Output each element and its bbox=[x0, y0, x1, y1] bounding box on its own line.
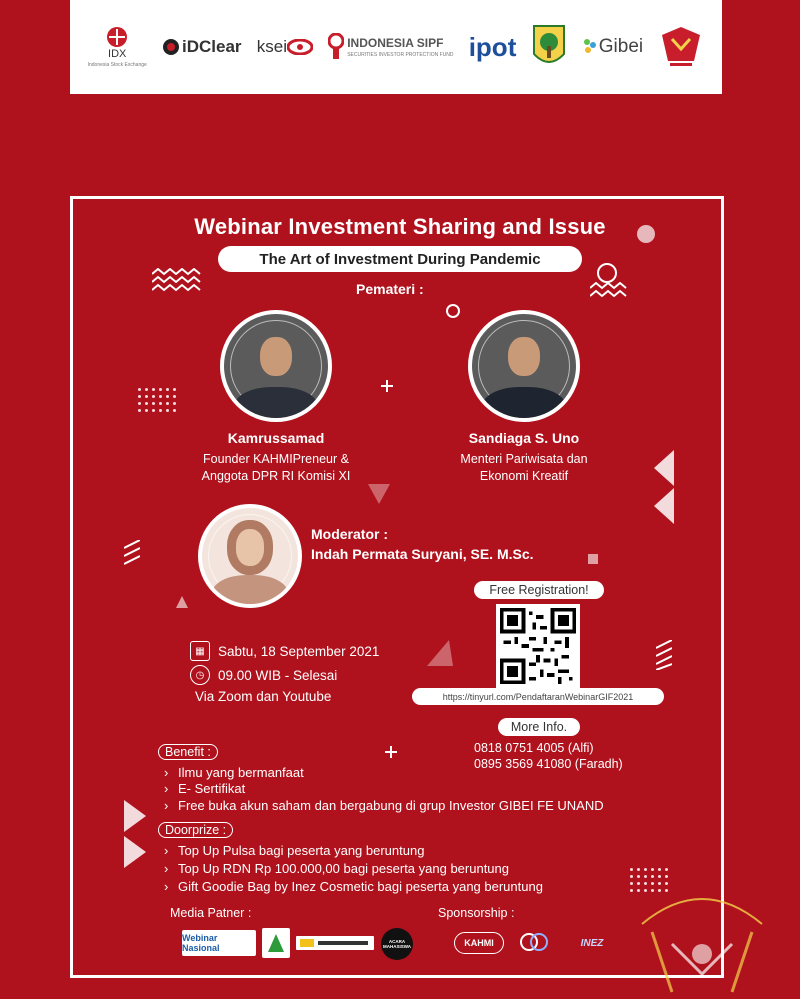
clock-icon: ◷ bbox=[190, 665, 210, 685]
gibei-fe-unand-logo bbox=[658, 23, 704, 71]
doorprize-label: Doorprize : bbox=[158, 822, 233, 838]
moderator-name: Indah Permata Suryani, SE. M.Sc. bbox=[311, 546, 534, 562]
free-registration-label: Free Registration! bbox=[474, 581, 604, 599]
media-partner-logo bbox=[296, 936, 374, 950]
event-time: 09.00 WIB - Selesai bbox=[218, 667, 338, 683]
ring-decoration bbox=[445, 303, 461, 319]
plus-decoration bbox=[381, 380, 393, 392]
contact-phone: 0818 0751 4005 (Alfi) bbox=[474, 741, 594, 755]
inez-logo: INEZ bbox=[580, 937, 604, 949]
pemateri-label: Pemateri : bbox=[356, 281, 424, 297]
list-item: › Free buka akun saham dan bergabung di grup Investor GIBEI FE UNAND bbox=[164, 798, 604, 813]
event-platform: Via Zoom dan Youtube bbox=[195, 689, 332, 704]
webinar-subtitle: The Art of Investment During Pandemic bbox=[218, 246, 582, 272]
contact-phone: 0895 3569 41080 (Faradh) bbox=[474, 757, 623, 771]
ipot-logo: ipot bbox=[468, 31, 517, 62]
stripes-decoration bbox=[654, 450, 674, 524]
triangle-decoration bbox=[176, 596, 188, 608]
stripes-decoration bbox=[124, 540, 140, 566]
webinar-title: Webinar Investment Sharing and Issue bbox=[194, 214, 606, 239]
chevron-right-icon: › bbox=[164, 798, 169, 813]
dot-grid-decoration bbox=[138, 388, 176, 412]
sponsorship-label: Sponsorship : bbox=[438, 906, 515, 920]
gibei-logo: Gibei bbox=[581, 36, 643, 58]
triangle-decoration bbox=[427, 640, 453, 666]
speaker-name: Sandiaga S. Uno bbox=[468, 430, 580, 446]
speaker-name: Kamrussamad bbox=[227, 430, 325, 446]
webinar-nasional-logo: Webinar Nasional bbox=[182, 930, 256, 956]
kahmi-logo: KAHMI bbox=[454, 932, 504, 954]
idx-logo: IDX Indonesia Stock Exchange bbox=[88, 26, 147, 68]
ksei-logo: ksei bbox=[257, 37, 313, 57]
sponsor-logo-bar bbox=[70, 0, 722, 94]
list-item: › Top Up RDN Rp 100.000,00 bagi peserta yang beruntung bbox=[164, 861, 509, 876]
stripes-decoration bbox=[124, 800, 146, 870]
stripes-decoration bbox=[656, 640, 672, 670]
chevron-right-icon: › bbox=[164, 765, 169, 780]
acara-mahasiswa-logo: ACARA MAHASISWA bbox=[381, 928, 413, 960]
list-item: › Gift Goodie Bag by Inez Cosmetic bagi peserta yang beruntung bbox=[164, 879, 543, 894]
triangle-decoration bbox=[368, 484, 390, 504]
ring-decoration bbox=[596, 262, 618, 284]
moderator-label: Moderator : bbox=[311, 526, 388, 542]
zigzag-decoration bbox=[590, 282, 630, 302]
list-item: › E- Sertifikat bbox=[164, 781, 246, 796]
sipf-logo: INDONESIA SIPF SECURITIES INVESTOR PROTECTION FUND bbox=[328, 33, 453, 61]
plus-decoration bbox=[385, 746, 397, 758]
event-time-row bbox=[190, 665, 337, 685]
moderator-photo bbox=[198, 504, 302, 608]
calendar-icon: ▦ bbox=[190, 641, 210, 661]
media-partner-logo bbox=[262, 928, 290, 958]
square-decoration bbox=[588, 554, 598, 564]
zigzag-decoration bbox=[152, 268, 202, 292]
media-partner-label: Media Patner : bbox=[170, 906, 252, 920]
speaker-photo-kamrussamad bbox=[220, 310, 332, 422]
chevron-right-icon: › bbox=[164, 781, 169, 796]
chevron-right-icon: › bbox=[164, 879, 169, 894]
chevron-right-icon: › bbox=[164, 861, 169, 876]
list-item: › Ilmu yang bermanfaat bbox=[164, 765, 304, 780]
sponsor-logo bbox=[514, 930, 556, 954]
unand-logo bbox=[532, 24, 566, 70]
speaker-photo-sandiaga bbox=[468, 310, 580, 422]
event-date: Sabtu, 18 September 2021 bbox=[218, 643, 380, 659]
gibei-watermark-decoration bbox=[632, 884, 772, 996]
list-item: › Top Up Pulsa bagi peserta yang beruntung bbox=[164, 843, 425, 858]
event-date-row bbox=[190, 641, 379, 661]
registration-url[interactable]: https://tinyurl.com/PendaftaranWebinarGIF2021 bbox=[412, 688, 664, 705]
idclear-logo: iDClear bbox=[162, 37, 242, 57]
speaker-role: Founder KAHMIPreneur & Anggota DPR RI Komisi XI bbox=[201, 452, 351, 483]
chevron-right-icon: › bbox=[164, 843, 169, 858]
more-info-label: More Info. bbox=[498, 718, 580, 736]
benefit-label: Benefit : bbox=[158, 744, 218, 760]
registration-qr-code[interactable] bbox=[496, 604, 580, 688]
speaker-role: Menteri Pariwisata dan Ekonomi Kreatif bbox=[460, 452, 588, 483]
